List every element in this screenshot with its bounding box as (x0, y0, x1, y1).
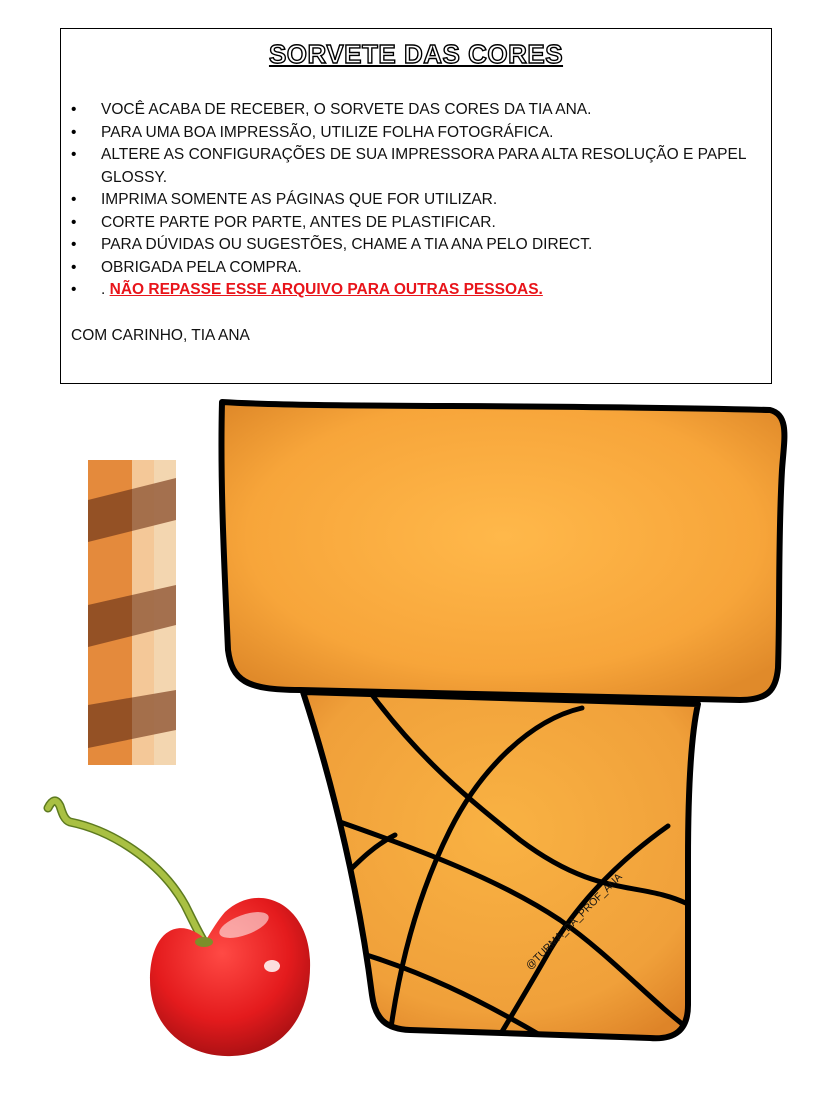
instruction-item: • VOCÊ ACABA DE RECEBER, O SORVETE DAS CORES DA TIA ANA. (71, 99, 751, 122)
watermark: @TURMA_DA_PROF_ANA (523, 871, 625, 973)
instruction-item: • CORTE PARTE POR PARTE, ANTES DE PLASTIFICAR. (71, 212, 751, 235)
warning-text: NÃO REPASSE ESSE ARQUIVO PARA OUTRAS PESSOAS. (109, 281, 543, 298)
warning-prefix: . (101, 281, 110, 298)
wafer-stick (88, 460, 176, 765)
cone-bottom (303, 692, 698, 1038)
cherry-stem-base (195, 937, 213, 947)
cone-top (221, 402, 784, 700)
instruction-item: • ALTERE AS CONFIGURAÇÕES DE SUA IMPRESSORA PARA ALTA RESOLUÇÃO E PAPEL GLOSSY. (71, 144, 751, 189)
cherry (48, 801, 310, 1056)
instruction-item: • IMPRIMA SOMENTE AS PÁGINAS QUE FOR UTILIZAR. (71, 189, 751, 212)
instruction-item: • PARA UMA BOA IMPRESSÃO, UTILIZE FOLHA FOTOGRÁFICA. (71, 122, 751, 145)
cherry-highlight (264, 960, 280, 972)
signoff: COM CARINHO, TIA ANA (71, 327, 250, 344)
wafer-sheen (132, 460, 176, 765)
page-title: SORVETE DAS CORES (268, 39, 564, 69)
instruction-item: • PARA DÚVIDAS OU SUGESTÕES, CHAME A TIA ANA PELO DIRECT. (71, 234, 751, 257)
cherry-stem (48, 801, 208, 948)
instruction-item: • OBRIGADA PELA COMPRA. (71, 257, 751, 280)
